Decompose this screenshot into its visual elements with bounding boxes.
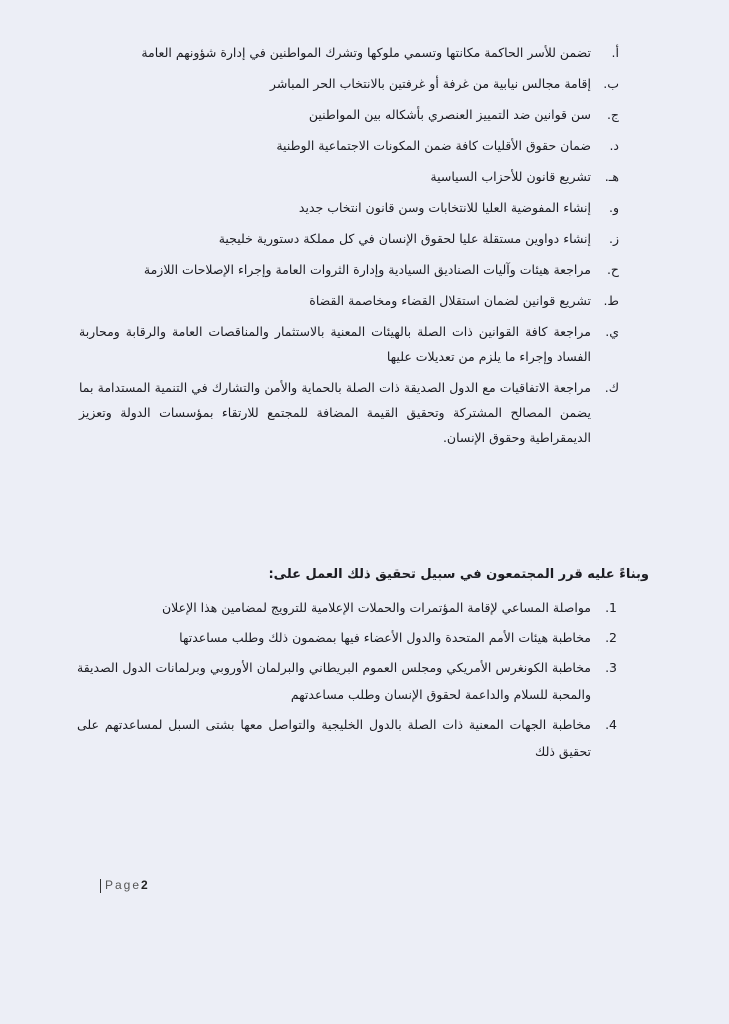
- list-marker: هـ.: [604, 169, 619, 184]
- list-item-text: تشريع قانون للأحزاب السياسية: [430, 169, 591, 184]
- list-item-text: مواصلة المساعي لإقامة المؤتمرات والحملات الإعلامية للترويج لمضامين هذا الإعلان: [161, 600, 591, 615]
- list-marker: أ.: [611, 45, 619, 60]
- list-item: [79, 195, 619, 220]
- list-item: [79, 375, 619, 450]
- list-item: [77, 594, 617, 621]
- section-heading: وبناءً عليه قرر المجتمعون في سبيل تحقيق ذلك العمل على:: [268, 567, 649, 582]
- list-marker: ب.: [603, 76, 619, 91]
- list-item: [79, 133, 619, 158]
- list-item-text: إنشاء دواوين مستقلة عليا لحقوق الإنسان في كل مملكة دستورية خليجية: [218, 231, 591, 246]
- list-item-text: تضمن للأسر الحاكمة مكانتها وتسمي ملوكها وتشرك المواطنين في إدارة شؤونهم العامة: [141, 45, 591, 60]
- numbered-list: [77, 594, 617, 768]
- list-item-text: مخاطبة هيئات الأمم المتحدة والدول الأعضاء فيها بمضمون ذلك وطلب مساعدتها: [179, 630, 591, 645]
- list-item-text: تشريع قوانين لضمان استقلال القضاء ومخاصمة القضاة: [309, 293, 591, 308]
- list-item-text: مخاطبة الجهات المعنية ذات الصلة بالدول الخليجية والتواصل معها بشتى السبل لمساعدتهم على تحقيق ذلك: [77, 717, 591, 759]
- list-item: [79, 288, 619, 313]
- list-marker: ط.: [603, 293, 619, 308]
- list-item-text: مراجعة هيئات وآليات الصناديق السيادية وإدارة الثروات العامة وإجراء الإصلاحات اللازمة: [143, 262, 591, 277]
- list-marker: 1.: [605, 600, 617, 615]
- list-item: [79, 40, 619, 65]
- list-item-text: إنشاء المفوضية العليا للانتخابات وسن قانون انتخاب جديد: [298, 200, 591, 215]
- footer-divider: [100, 879, 101, 893]
- list-marker: ي.: [605, 324, 619, 339]
- list-item: [77, 654, 617, 708]
- list-item-text: إقامة مجالس نيابية من غرفة أو غرفتين بالانتخاب الحر المباشر: [269, 76, 591, 91]
- list-item-text: مراجعة الاتفاقيات مع الدول الصديقة ذات الصلة بالحماية والأمن والتشارك في التنمية المستدامة بما يضمن المصالح المشتركة وتحقيق القيمة المضافة للمجتمع للارتقاء بمؤسسات الدولة وتعزيز الديمقراطية وحقوق الإنسان.: [79, 380, 591, 445]
- lettered-list: [79, 40, 619, 456]
- list-marker: ح.: [606, 262, 619, 277]
- page-number: 2: [141, 878, 148, 892]
- list-marker: ز.: [608, 231, 619, 246]
- list-item: [77, 624, 617, 651]
- list-item-text: سن قوانين ضد التمييز العنصري بأشكاله بين المواطنين: [308, 107, 591, 122]
- list-item: [79, 257, 619, 282]
- list-marker: و.: [608, 200, 619, 215]
- list-marker: 2.: [605, 630, 617, 645]
- list-item: [79, 164, 619, 189]
- list-marker: د.: [609, 138, 619, 153]
- list-item: [79, 102, 619, 127]
- list-item: [79, 226, 619, 251]
- list-item: [79, 71, 619, 96]
- list-item-text: مراجعة كافة القوانين ذات الصلة بالهيئات المعنية بالاستثمار والمناقصات العامة والرقابة ومحاربة الفساد وإجراء ما يلزم من تعديلات عليها: [79, 324, 591, 364]
- list-item: [77, 711, 617, 765]
- page-label: Page: [105, 878, 142, 892]
- list-marker: 3.: [605, 660, 617, 675]
- list-item-text: مخاطبة الكونغرس الأمريكي ومجلس العموم البريطاني والبرلمان الأوروبي وبرلمانات الدول الصديقة والمحبة للسلام والداعمة لحقوق الإنسان وطلب مساعدتهم: [77, 660, 591, 702]
- list-marker: ك.: [604, 380, 619, 395]
- page-footer: [100, 878, 190, 893]
- list-item-text: ضمان حقوق الأقليات كافة ضمن المكونات الاجتماعية الوطنية: [276, 138, 591, 153]
- list-marker: ج.: [606, 107, 619, 122]
- list-item: [79, 319, 619, 369]
- list-marker: 4.: [605, 717, 617, 732]
